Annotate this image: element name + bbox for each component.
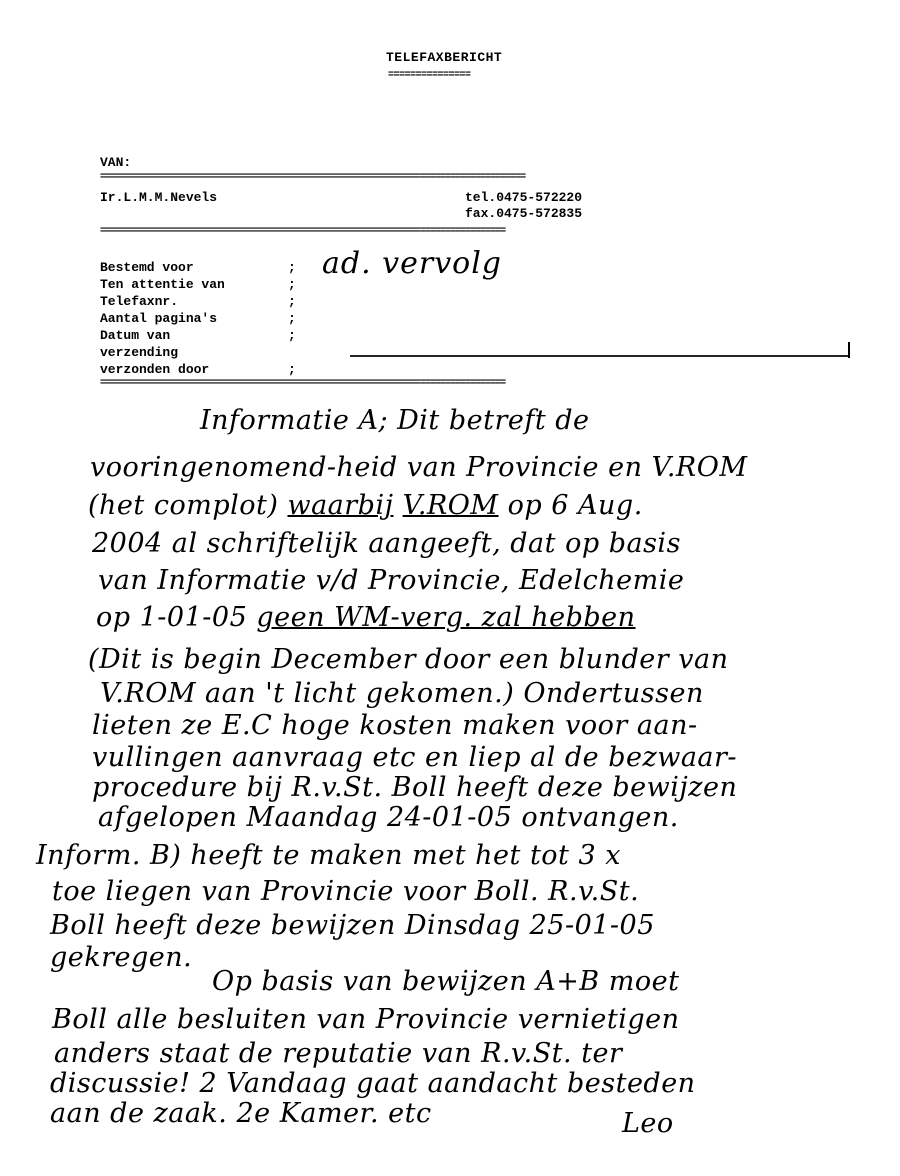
field-telefaxnr: Telefaxnr. (100, 294, 179, 309)
handwritten-line: Boll heeft deze bewijzen Dinsdag 25-01-05 (50, 910, 655, 941)
field-bestemd-voor: Bestemd voor (100, 260, 194, 275)
redaction-line (350, 355, 850, 357)
handwritten-line (88, 490, 643, 522)
sender-fax: fax.0475-572835 (465, 206, 583, 221)
redaction-mark (848, 342, 850, 358)
handwritten-underlined-phrase: waarbij (287, 490, 394, 521)
field-colon: ; (288, 362, 296, 377)
field-colon: ; (288, 294, 296, 309)
handwritten-phrase: op 1-01-05 (96, 602, 248, 633)
handwritten-line: Boll alle besluiten van Provincie vernietigen (52, 1004, 680, 1035)
field-colon: ; (288, 311, 296, 326)
recipient-handwritten: ad. vervolg (322, 246, 503, 281)
field-colon: ; (288, 277, 296, 292)
sender-name: Ir.L.M.M.Nevels (100, 190, 218, 205)
handwritten-phrase: (het complot) (88, 490, 279, 521)
handwritten-line: van Informatie v/d Provincie, Edelchemie (98, 565, 685, 596)
handwritten-line: gekregen. (50, 942, 193, 973)
handwritten-underlined-phrase: V.ROM (402, 490, 499, 521)
title-underline: =============== (388, 70, 471, 81)
sender-phone: tel.0475-572220 (465, 190, 583, 205)
handwritten-line: afgelopen Maandag 24-01-05 ontvangen. (98, 802, 679, 833)
handwritten-line: 2004 al schriftelijk aangeeft, dat op basis (92, 528, 681, 559)
field-colon: ; (288, 260, 296, 275)
handwritten-line: aan de zaak. 2e Kamer. etc (50, 1098, 432, 1129)
signature: Leo (622, 1108, 674, 1139)
handwritten-line: procedure bij R.v.St. Boll heeft deze bewijzen (92, 772, 738, 803)
handwritten-phrase: op 6 Aug. (507, 490, 643, 521)
sender-label: VAN: (100, 155, 132, 170)
separator-line: ================================================================================= (100, 378, 506, 389)
handwritten-line: toe liegen van Provincie voor Boll. R.v.St. (52, 876, 640, 907)
handwritten-line: vullingen aanvraag etc en liep al de bezwaar- (92, 742, 738, 773)
field-aantal-paginas: Aantal pagina's (100, 311, 218, 326)
field-colon: ; (288, 328, 296, 343)
handwritten-line: Informatie A; Dit betreft de (200, 405, 590, 436)
handwritten-line: Inform. B) heeft te maken met het tot 3 x (36, 840, 621, 871)
handwritten-underlined-phrase: geen WM-verg. zal hebben (256, 602, 636, 633)
handwritten-line: (Dit is begin December door een blunder van (88, 644, 729, 675)
handwritten-line: V.ROM aan 't licht gekomen.) Ondertussen (100, 678, 704, 709)
field-verzending: verzending (100, 345, 179, 360)
field-datum-van: Datum van (100, 328, 171, 343)
fax-title: TELEFAXBERICHT (386, 50, 503, 65)
handwritten-line: anders staat de reputatie van R.v.St. ter (54, 1038, 623, 1069)
separator-line: ================================================================================= (100, 226, 506, 237)
handwritten-line: Op basis van bewijzen A+B moet (212, 966, 680, 997)
field-verzonden-door: verzonden door (100, 362, 210, 377)
handwritten-line: discussie! 2 Vandaag gaat aandacht besteden (50, 1068, 696, 1099)
handwritten-line: vooringenomend-heid van Provincie en V.ROM (90, 452, 748, 483)
handwritten-line (96, 602, 636, 634)
handwritten-line: lieten ze E.C hoge kosten maken voor aan- (92, 710, 698, 741)
field-ten-attentie-van: Ten attentie van (100, 277, 225, 292)
separator-line: ===================================================================================== (100, 172, 526, 183)
